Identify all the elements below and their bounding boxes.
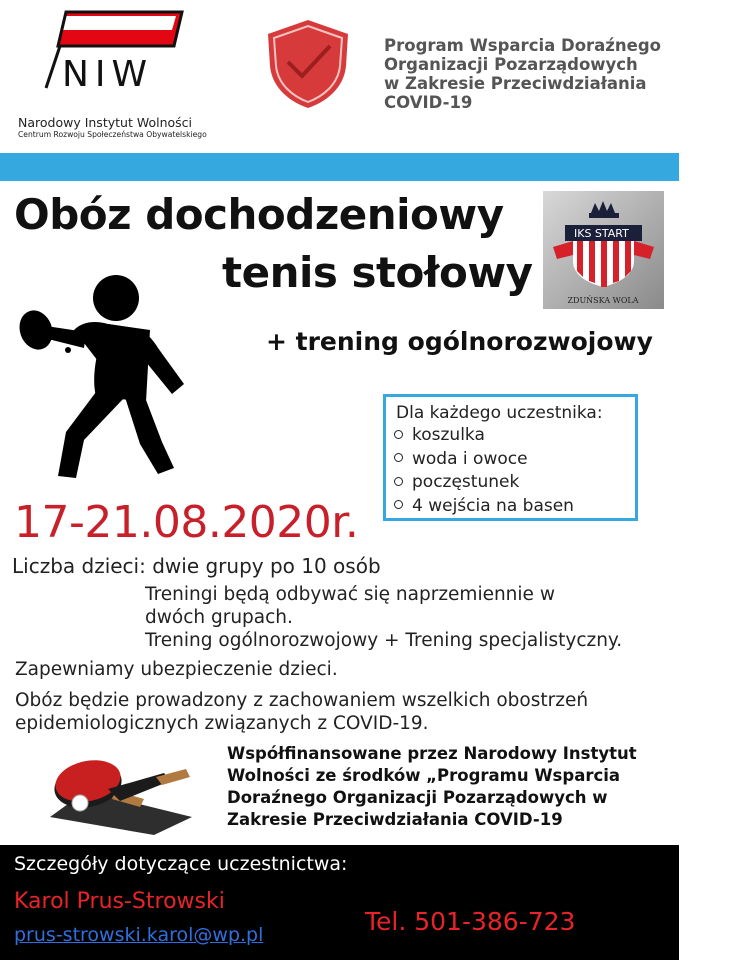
- blue-divider-bar: [0, 153, 679, 181]
- table-tennis-player-icon: [12, 272, 212, 484]
- contact-phone: Tel. 501-386-723: [365, 907, 576, 936]
- program-line: w Zakresie Przeciwdziałania: [384, 74, 647, 93]
- cofinancing-note: [227, 743, 637, 831]
- contact-name: Karol Prus-Strowski: [14, 889, 225, 914]
- club-logo: [543, 191, 664, 309]
- shield-check-icon: [262, 16, 354, 110]
- benefit-label: koszulka: [412, 425, 485, 445]
- bullet-circle-icon: [394, 453, 403, 462]
- benefit-item: [394, 495, 635, 519]
- benefit-item: [394, 471, 635, 495]
- bullet-circle-icon: [394, 500, 403, 509]
- subtitle-general-training: + trening ogólnorozwojowy: [266, 327, 653, 356]
- benefit-label: 4 wejścia na basen: [412, 495, 574, 516]
- insurance-info: Zapewniamy ubezpieczenie dzieci.: [15, 659, 338, 680]
- niw-logo-text: NIW: [62, 54, 154, 92]
- event-dates: 17-21.08.2020r.: [14, 497, 359, 548]
- footer-title: Szczegóły dotyczące uczestnictwa:: [14, 853, 348, 875]
- benefits-heading: Dla każdego uczestnika:: [396, 403, 603, 423]
- benefit-item: [394, 424, 635, 448]
- epidemic-info-line: Obóz będzie prowadzony z zachowaniem wszelkich obostrzeń: [15, 690, 589, 711]
- program-line: Program Wsparcia Doraźnego: [384, 36, 661, 55]
- cofinancing-line: Współfinansowane przez Narodowy Instytut: [227, 744, 637, 763]
- title-line-2: tenis stołowy: [222, 248, 533, 297]
- bullet-circle-icon: [394, 430, 403, 439]
- benefit-item: [394, 448, 635, 472]
- cofinancing-line: Doraźnego Organizacji Pozarządowych w: [227, 788, 608, 807]
- contact-email-link[interactable]: prus-strowski.karol@wp.pl: [14, 924, 264, 946]
- training-info-line: Trening ogólnorozwojowy + Trening specjalistyczny.: [145, 630, 623, 651]
- club-name: IKS START: [574, 227, 629, 240]
- epidemic-info-line: epidemiologicznych związanych z COVID-19.: [15, 713, 429, 734]
- benefit-label: poczęstunek: [412, 472, 520, 492]
- kids-count: Liczba dzieci: dwie grupy po 10 osób: [12, 554, 381, 578]
- program-line: COVID-19: [384, 93, 473, 112]
- niw-name: Narodowy Instytut Wolności: [18, 115, 192, 130]
- program-title: [384, 36, 661, 112]
- title-line-1: Obóz dochodzeniowy: [14, 190, 504, 239]
- training-info-line: Treningi będą odbywać się naprzemiennie w: [145, 584, 555, 605]
- niw-flag-white: [56, 16, 176, 30]
- niw-subtitle: Centrum Rozwoju Społeczeństwa Obywatelskiego: [18, 130, 207, 139]
- niw-logo: [36, 8, 186, 92]
- benefit-label: woda i owoce: [412, 448, 528, 469]
- ping-pong-paddle-icon: [46, 755, 194, 837]
- cofinancing-line: Zakresie Przeciwdziałania COVID-19: [227, 810, 563, 829]
- cofinancing-line: Wolności ze środków „Programu Wsparcia: [227, 766, 621, 785]
- program-line: Organizacji Pozarządowych: [384, 55, 638, 74]
- benefits-box: [383, 394, 638, 521]
- bullet-circle-icon: [394, 477, 403, 486]
- training-info-line: dwóch grupach.: [145, 607, 293, 628]
- club-city: ZDUŃSKA WOLA: [567, 296, 639, 305]
